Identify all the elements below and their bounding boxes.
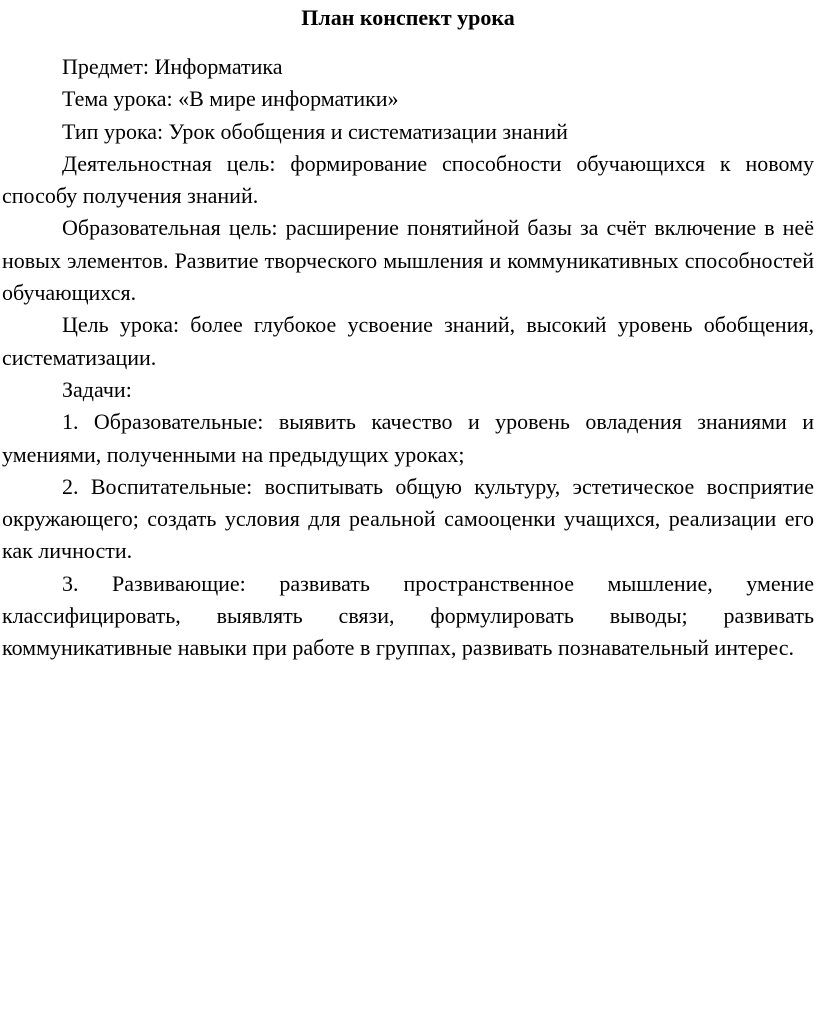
paragraph-tasks-heading: Задачи: [62, 376, 132, 402]
paragraph-lesson-goal: Цель урока: более глубокое усвоение знаний, высокий уровень обобщения, систематизации. [2, 312, 814, 370]
paragraph-task-educational: 1. Образовательные: выявить качество и уровень овладения знаниями и умениями, полученными на предыдущих уроках; [2, 409, 814, 467]
paragraph-activity-goal: Деятельностная цель: формирование способности обучающихся к новому способу получения знаний. [2, 150, 814, 209]
paragraph-topic: Тема урока: «В мире информатики» [62, 86, 399, 112]
paragraph-subject: Предмет: Информатика [62, 54, 283, 79]
paragraph-task-upbringing: 2. Воспитательные: воспитывать общую культуру, эстетическое восприятие окружающего; создать условия для реальной самооценки учащихся, реализации его как личности. [2, 473, 814, 564]
paragraph-lesson-type: Тип урока: Урок обобщения и систематизации знаний [62, 118, 568, 144]
paragraph-educational-goal: Образовательная цель: расширение понятийной базы за счёт включение в неё новых элементов. Развитие творческого мышления и коммуникативных способностей обучающихся. [2, 215, 814, 306]
paragraph-task-developing: 3. Развивающие: развивать пространственное мышление, умение классифицировать, выявлять связи, формулировать выводы; развивать коммуникативные навыки при работе в группах, развивать познавательный интерес. [2, 570, 814, 661]
document-title: План конспект урока [301, 5, 515, 30]
document-body [2, 51, 814, 665]
